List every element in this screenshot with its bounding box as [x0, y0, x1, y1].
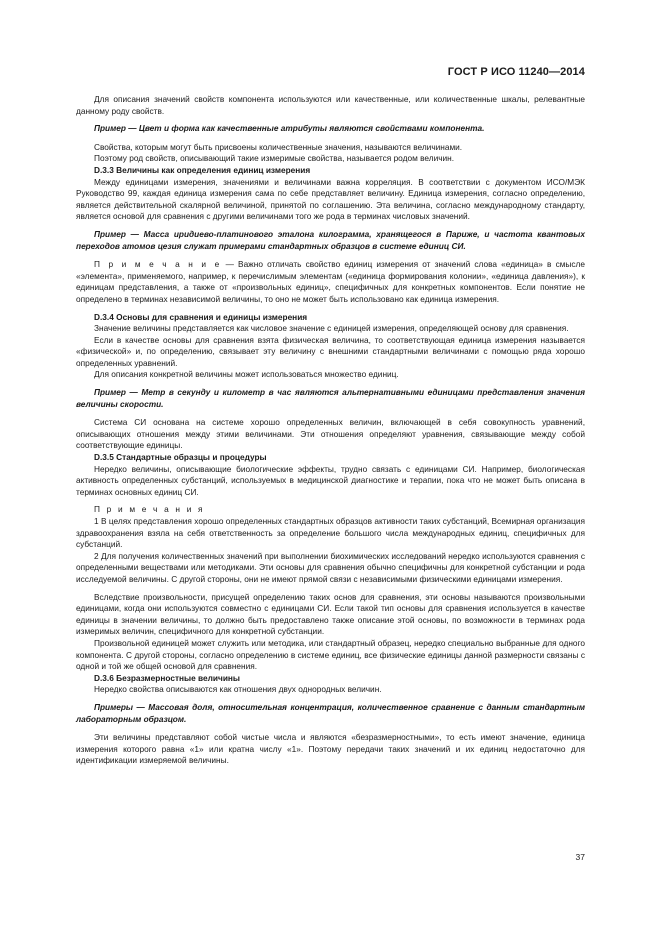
- body-paragraph: Вследствие произвольности, присущей определению таких основ для сравнения, эти основы называются произвольными единицами, когда они используются совместно с единицами СИ. Если такой тип основы для сравнения используется в качестве единицы в значении величины, то должно быть предоставлено также описание этой основы, по возможности в терминах рода измеримых величин, специфичного для конкретной субстанции.: [76, 591, 585, 637]
- body-paragraph: Нередко величины, описывающие биологические эффекты, трудно связать с единицами СИ. Например, биологическая активность определенных субстанций, используемых в медицинской диагностике и терапии, пока что не может быть описана в терминах основных единиц СИ.: [76, 463, 585, 497]
- note-paragraph: [76, 259, 585, 305]
- body-paragraph: Произвольной единицей может служить или методика, или стандартный образец, нередко специально выбранные для одного компонента. С другой стороны, согласно определению в системе единиц, все физические единицы данной размерности связаны с одной и той же общей основой для сравнения.: [76, 637, 585, 672]
- body-paragraph: Значение величины представляется как числовое значение с единицей измерения, определяющей основу для сравнения.: [94, 323, 569, 334]
- section-heading-d36: D.3.6 Безразмерностные величины: [94, 672, 241, 683]
- body-paragraph: Поэтому род свойств, описывающий такие измеримые свойства, называется родом величин.: [94, 153, 455, 164]
- example-paragraph: Пример — Масса иридиево-платинового эталона килограмма, хранящегося в Париже, и частота квантовых переходов атомов цезия служат примерами стандартных образцов в системе единиц СИ.: [76, 228, 585, 251]
- body-paragraph: Свойства, которым могут быть присвоены количественные значения, называются величинами.: [94, 141, 463, 152]
- body-paragraph: Нередко свойства описываются как отношения двух однородных величин.: [94, 684, 382, 695]
- body-paragraph: Между единицами измерения, значениями и величинами важна корреляция. В соответствии с документом ИСО/МЭК Руководство 99, каждая единица измерения сама по себе представляет величину. Единица измерения, согласно определению, является действительной скалярной величиной, принятой по соглашению. Эта величина, согласно международному стандарту, является основой для сравнения с другими величинами того же рода в терминах числовых значений.: [76, 176, 585, 222]
- notes-label: [76, 504, 585, 516]
- note-item-2: 2 Для получения количественных значений при выполнении биохимических исследований нередко используются сравнения с определенными веществами или методиками. Эти основы для сравнения обычно специфичны для конкретной субстанции и рода исследуемой величины. С другой стороны, они не имеют прямой связи с независимыми физическими единицами измерения.: [76, 550, 585, 584]
- note-text: — Важно отличать свойство единиц измерения от значений слова «единица» в смысле «элемента», применяемого, например, к перечислимым элементам («единица формирования колонии», «единица давления»), к единицам представления, а также от «произвольных единиц», специфичных для конкретных компонентов. Если понятие не определено в терминах независимой величины, то оно не может быть использовано как единица измерения.: [76, 259, 585, 304]
- body-paragraph: Эти величины представляют собой чистые числа и являются «безразмерностными», то есть имеют значение, единица измерения которого равна «1» или кратна числу «1». Поэтому передачи таких значений и их единиц недостаточно для идентификации измеряемой величины.: [76, 732, 585, 766]
- section-heading-d33: D.3.3 Величины как определения единиц измерения: [94, 164, 311, 175]
- example-paragraph: Пример — Цвет и форма как качественные атрибуты являются свойствами компонента.: [94, 123, 485, 134]
- page-body: [76, 94, 585, 767]
- body-paragraph: Для описания конкретной величины может использоваться множество единиц.: [94, 369, 399, 380]
- body-paragraph: Система СИ основана на системе хорошо определенных величин, включающей в себя совокупность уравнений, описывающих отношения между этими величинами. Эти отношения определяют уравнения, связывающие между собой соответствующие единицы.: [76, 417, 585, 451]
- body-paragraph: Если в качестве основы для сравнения взята физическая величина, то соответствующая единица измерения называется «физической» и, по определению, связывает эту величину с внешними стандартными величинами с помощью ряда хорошо определенных уравнений.: [76, 334, 585, 368]
- note-item-1: 1 В целях представления хорошо определенных стандартных образцов активности таких субстанций, Всемирная организация здравоохранения взяла на себя ответственность за определение большого числа международных единиц, специфичных для субстанций.: [76, 516, 585, 550]
- body-paragraph: Для описания значений свойств компонента используются или качественные, или количественные шкалы, релевантные данному роду свойств.: [76, 94, 585, 116]
- note-label: П р и м е ч а н и е: [94, 259, 222, 270]
- page-number: 37: [575, 852, 585, 862]
- section-heading-d34: D.3.4 Основы для сравнения и единицы измерения: [94, 311, 308, 322]
- example-paragraph: Примеры — Массовая доля, относительная концентрация, количественное сравнение с данным стандартным лабораторным образцом.: [76, 701, 585, 724]
- section-heading-d35: D.3.5 Стандартные образцы и процедуры: [94, 452, 267, 463]
- notes-label-text: П р и м е ч а н и я: [94, 504, 205, 515]
- standard-designation: ГОСТ Р ИСО 11240—2014: [447, 66, 585, 78]
- example-paragraph: Пример — Метр в секунду и километр в час являются альтернативными единицами представления значения величины скорости.: [76, 387, 585, 409]
